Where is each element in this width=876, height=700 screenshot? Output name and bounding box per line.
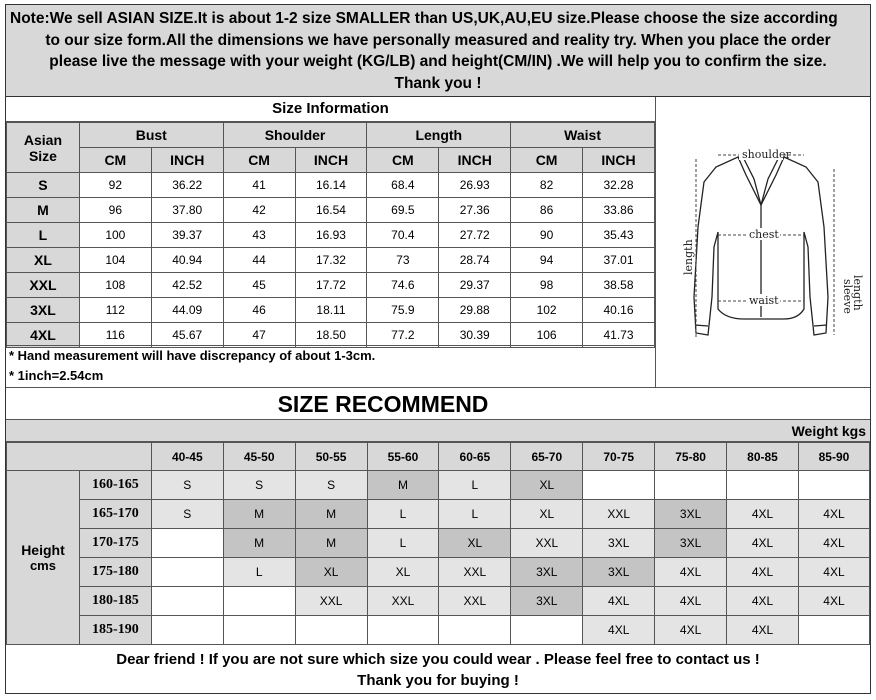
measurement-cell: 16.14 — [295, 173, 367, 198]
recommended-size-cell: 3XL — [655, 529, 727, 558]
recommended-size-cell: L — [367, 500, 439, 529]
size-recommend-table — [6, 442, 870, 645]
recommended-size-cell — [798, 616, 869, 645]
size-label: M — [7, 198, 80, 223]
recommended-size-cell — [151, 529, 223, 558]
recommended-size-cell: 4XL — [727, 558, 799, 587]
recommended-size-cell: 4XL — [583, 587, 655, 616]
measurement-cell: 68.4 — [367, 173, 439, 198]
table-row — [7, 273, 655, 298]
size-information-table — [6, 122, 655, 348]
measurement-cell: 47 — [223, 323, 295, 348]
measurement-cell: 17.72 — [295, 273, 367, 298]
recommended-size-cell: 4XL — [798, 500, 869, 529]
size-chart — [5, 4, 871, 694]
asian-size-header — [7, 123, 80, 173]
measurement-cell: 77.2 — [367, 323, 439, 348]
recommended-size-cell: 4XL — [798, 587, 869, 616]
note-line: to our size form.All the dimensions we have personally measured and reality try. When you place the order — [45, 31, 831, 49]
recommended-size-cell: S — [295, 471, 367, 500]
height-label-line: Height — [21, 542, 65, 558]
recommended-size-cell: L — [367, 529, 439, 558]
diagram-label-length: length — [682, 239, 695, 275]
table-row — [7, 198, 655, 223]
weight-header: Weight kgs — [6, 420, 870, 442]
weight-range-header: 45-50 — [223, 443, 295, 471]
measurement-cell: 42.52 — [151, 273, 223, 298]
recommended-size-cell — [151, 616, 223, 645]
table-row — [7, 471, 870, 500]
recommended-size-cell: 3XL — [655, 500, 727, 529]
recommended-size-cell: XL — [295, 558, 367, 587]
measurement-cell: 112 — [79, 298, 151, 323]
recommended-size-cell: XXL — [439, 587, 511, 616]
measurement-cell: 102 — [511, 298, 583, 323]
recommended-size-cell: 4XL — [655, 587, 727, 616]
weight-range-header: 75-80 — [655, 443, 727, 471]
note-line: Thank you ! — [394, 74, 482, 92]
recommended-size-cell: 4XL — [583, 616, 655, 645]
measurement-cell: 36.22 — [151, 173, 223, 198]
measurement-cell: 35.43 — [583, 223, 655, 248]
measurement-cell: 98 — [511, 273, 583, 298]
recommended-size-cell: 3XL — [583, 529, 655, 558]
measurement-cell: 29.37 — [439, 273, 511, 298]
shirt-diagram — [655, 97, 870, 387]
recommended-size-cell: XL — [511, 500, 583, 529]
table-row — [7, 500, 870, 529]
measurement-cell: 104 — [79, 248, 151, 273]
recommended-size-cell: 4XL — [798, 558, 869, 587]
recommended-size-cell — [798, 471, 869, 500]
measurement-cell: 92 — [79, 173, 151, 198]
recommended-size-cell: 4XL — [727, 500, 799, 529]
table-row — [7, 223, 655, 248]
measurement-cell: 42 — [223, 198, 295, 223]
unit-header: INCH — [583, 148, 655, 173]
recommended-size-cell: L — [439, 500, 511, 529]
measurement-cell: 74.6 — [367, 273, 439, 298]
measurement-cell: 41 — [223, 173, 295, 198]
weight-range-header: 40-45 — [151, 443, 223, 471]
recommended-size-cell: 3XL — [583, 558, 655, 587]
measurement-cell: 43 — [223, 223, 295, 248]
size-label: S — [7, 173, 80, 198]
measurement-cell: 26.93 — [439, 173, 511, 198]
height-range: 180-185 — [79, 587, 151, 616]
measurement-cell: 40.16 — [583, 298, 655, 323]
weight-range-header: 55-60 — [367, 443, 439, 471]
table-row — [7, 587, 870, 616]
measurement-cell: 18.50 — [295, 323, 367, 348]
footer-line: Thank you for buying ! — [357, 672, 519, 689]
recommended-size-cell: XXL — [295, 587, 367, 616]
asian-size-header-line: Size — [28, 147, 57, 164]
diagram-label-chest: chest — [749, 228, 779, 241]
recommended-size-cell: XXL — [511, 529, 583, 558]
table-row — [7, 173, 655, 198]
measurement-cell: 73 — [367, 248, 439, 273]
recommended-size-cell: XXL — [367, 587, 439, 616]
measurement-cell: 33.86 — [583, 198, 655, 223]
height-label — [7, 471, 80, 645]
measurement-cell: 96 — [79, 198, 151, 223]
measurement-cell: 37.01 — [583, 248, 655, 273]
table-row — [7, 616, 870, 645]
size-note — [6, 5, 870, 97]
size-information-title: Size Information — [6, 97, 655, 122]
footer-line: Dear friend ! If you are not sure which size you could wear . Please feel free to contact us ! — [116, 651, 760, 668]
measurement-cell: 94 — [511, 248, 583, 273]
measurement-cell: 75.9 — [367, 298, 439, 323]
unit-header: CM — [223, 148, 295, 173]
measurement-cell: 16.54 — [295, 198, 367, 223]
height-range: 170-175 — [79, 529, 151, 558]
recommended-size-cell — [439, 616, 511, 645]
diagram-label-waist: waist — [749, 294, 779, 307]
recommended-size-cell: 4XL — [727, 529, 799, 558]
measurement-cell: 32.28 — [583, 173, 655, 198]
measurement-cell: 41.73 — [583, 323, 655, 348]
measurement-cell: 38.58 — [583, 273, 655, 298]
weight-range-header: 50-55 — [295, 443, 367, 471]
table-row — [7, 248, 655, 273]
measurement-cell: 27.36 — [439, 198, 511, 223]
measurement-cell: 82 — [511, 173, 583, 198]
measurement-cell: 30.39 — [439, 323, 511, 348]
size-label: 3XL — [7, 298, 80, 323]
recommend-corner — [7, 443, 152, 471]
size-recommend-title: SIZE RECOMMEND — [6, 387, 870, 420]
group-header-waist: Waist — [511, 123, 655, 148]
measurement-note: * 1inch=2.54cm — [9, 368, 104, 383]
recommended-size-cell: 3XL — [511, 587, 583, 616]
recommended-size-cell: 4XL — [727, 587, 799, 616]
asian-size-header-line: Asian — [23, 131, 63, 148]
measurement-cell: 16.93 — [295, 223, 367, 248]
measurement-cell: 45.67 — [151, 323, 223, 348]
table-row — [7, 529, 870, 558]
height-label-unit: cms — [29, 558, 56, 573]
unit-header: INCH — [151, 148, 223, 173]
recommended-size-cell: XXL — [439, 558, 511, 587]
recommended-size-cell: M — [223, 500, 295, 529]
recommended-size-cell — [223, 587, 295, 616]
measurement-cell: 116 — [79, 323, 151, 348]
recommended-size-cell — [511, 616, 583, 645]
size-label: 4XL — [7, 323, 80, 348]
measurement-cell: 46 — [223, 298, 295, 323]
weight-range-header: 65-70 — [511, 443, 583, 471]
measurement-notes — [6, 345, 655, 387]
table-row — [7, 558, 870, 587]
size-label: L — [7, 223, 80, 248]
recommended-size-cell: XL — [511, 471, 583, 500]
measurement-cell: 37.80 — [151, 198, 223, 223]
weight-range-header: 70-75 — [583, 443, 655, 471]
measurement-cell: 44.09 — [151, 298, 223, 323]
group-header-bust: Bust — [79, 123, 223, 148]
recommended-size-cell: S — [223, 471, 295, 500]
table-row — [7, 323, 655, 348]
measurement-cell: 29.88 — [439, 298, 511, 323]
recommended-size-cell — [727, 471, 799, 500]
unit-header: INCH — [439, 148, 511, 173]
measurement-cell: 45 — [223, 273, 295, 298]
recommended-size-cell: 4XL — [727, 616, 799, 645]
recommended-size-cell: L — [223, 558, 295, 587]
recommended-size-cell: S — [151, 471, 223, 500]
measurement-cell: 90 — [511, 223, 583, 248]
diagram-label-shoulder: shoulder — [742, 148, 791, 161]
measurement-cell: 28.74 — [439, 248, 511, 273]
height-range: 160-165 — [79, 471, 151, 500]
group-header-shoulder: Shoulder — [223, 123, 367, 148]
measurement-cell: 17.32 — [295, 248, 367, 273]
diagram-label-sleeve: sleeve — [841, 279, 854, 314]
height-range: 165-170 — [79, 500, 151, 529]
unit-header: CM — [367, 148, 439, 173]
recommended-size-cell: XL — [439, 529, 511, 558]
measurement-cell: 18.11 — [295, 298, 367, 323]
size-label: XL — [7, 248, 80, 273]
measurement-note: * Hand measurement will have discrepancy of about 1-3cm. — [9, 348, 376, 363]
note-line: Note:We sell ASIAN SIZE.It is about 1-2 size SMALLER than US,UK,AU,EU size.Please choose the size according — [10, 10, 838, 27]
measurement-cell: 86 — [511, 198, 583, 223]
recommended-size-cell: M — [223, 529, 295, 558]
measurement-cell: 69.5 — [367, 198, 439, 223]
measurement-cell: 70.4 — [367, 223, 439, 248]
height-range: 185-190 — [79, 616, 151, 645]
measurement-cell: 44 — [223, 248, 295, 273]
recommended-size-cell — [295, 616, 367, 645]
recommended-size-cell — [151, 587, 223, 616]
recommended-size-cell: 3XL — [511, 558, 583, 587]
recommended-size-cell: 4XL — [655, 558, 727, 587]
recommended-size-cell: L — [439, 471, 511, 500]
recommended-size-cell — [583, 471, 655, 500]
recommended-size-cell: M — [295, 529, 367, 558]
table-row — [7, 298, 655, 323]
recommended-size-cell: 4XL — [655, 616, 727, 645]
measurement-cell: 106 — [511, 323, 583, 348]
recommended-size-cell: S — [151, 500, 223, 529]
measurement-cell: 27.72 — [439, 223, 511, 248]
diagram-label-sleeve-length: length — [851, 275, 864, 311]
weight-range-header: 85-90 — [798, 443, 869, 471]
recommended-size-cell — [151, 558, 223, 587]
note-line: please live the message with your weight (KG/LB) and height(CM/IN) .We will help you to confirm the size. — [49, 53, 827, 70]
size-label: XXL — [7, 273, 80, 298]
height-range: 175-180 — [79, 558, 151, 587]
weight-range-header: 80-85 — [727, 443, 799, 471]
recommended-size-cell: M — [295, 500, 367, 529]
recommended-size-cell: XXL — [583, 500, 655, 529]
unit-header: CM — [79, 148, 151, 173]
measurement-cell: 108 — [79, 273, 151, 298]
footer-message — [6, 645, 870, 693]
shirt-measurement-icon — [656, 97, 869, 385]
measurement-cell: 39.37 — [151, 223, 223, 248]
measurement-cell: 100 — [79, 223, 151, 248]
recommended-size-cell — [223, 616, 295, 645]
weight-range-header: 60-65 — [439, 443, 511, 471]
recommended-size-cell: XL — [367, 558, 439, 587]
recommended-size-cell — [367, 616, 439, 645]
measurement-cell: 40.94 — [151, 248, 223, 273]
recommended-size-cell: 4XL — [798, 529, 869, 558]
unit-header: INCH — [295, 148, 367, 173]
recommended-size-cell: M — [367, 471, 439, 500]
recommended-size-cell — [655, 471, 727, 500]
group-header-length: Length — [367, 123, 511, 148]
unit-header: CM — [511, 148, 583, 173]
